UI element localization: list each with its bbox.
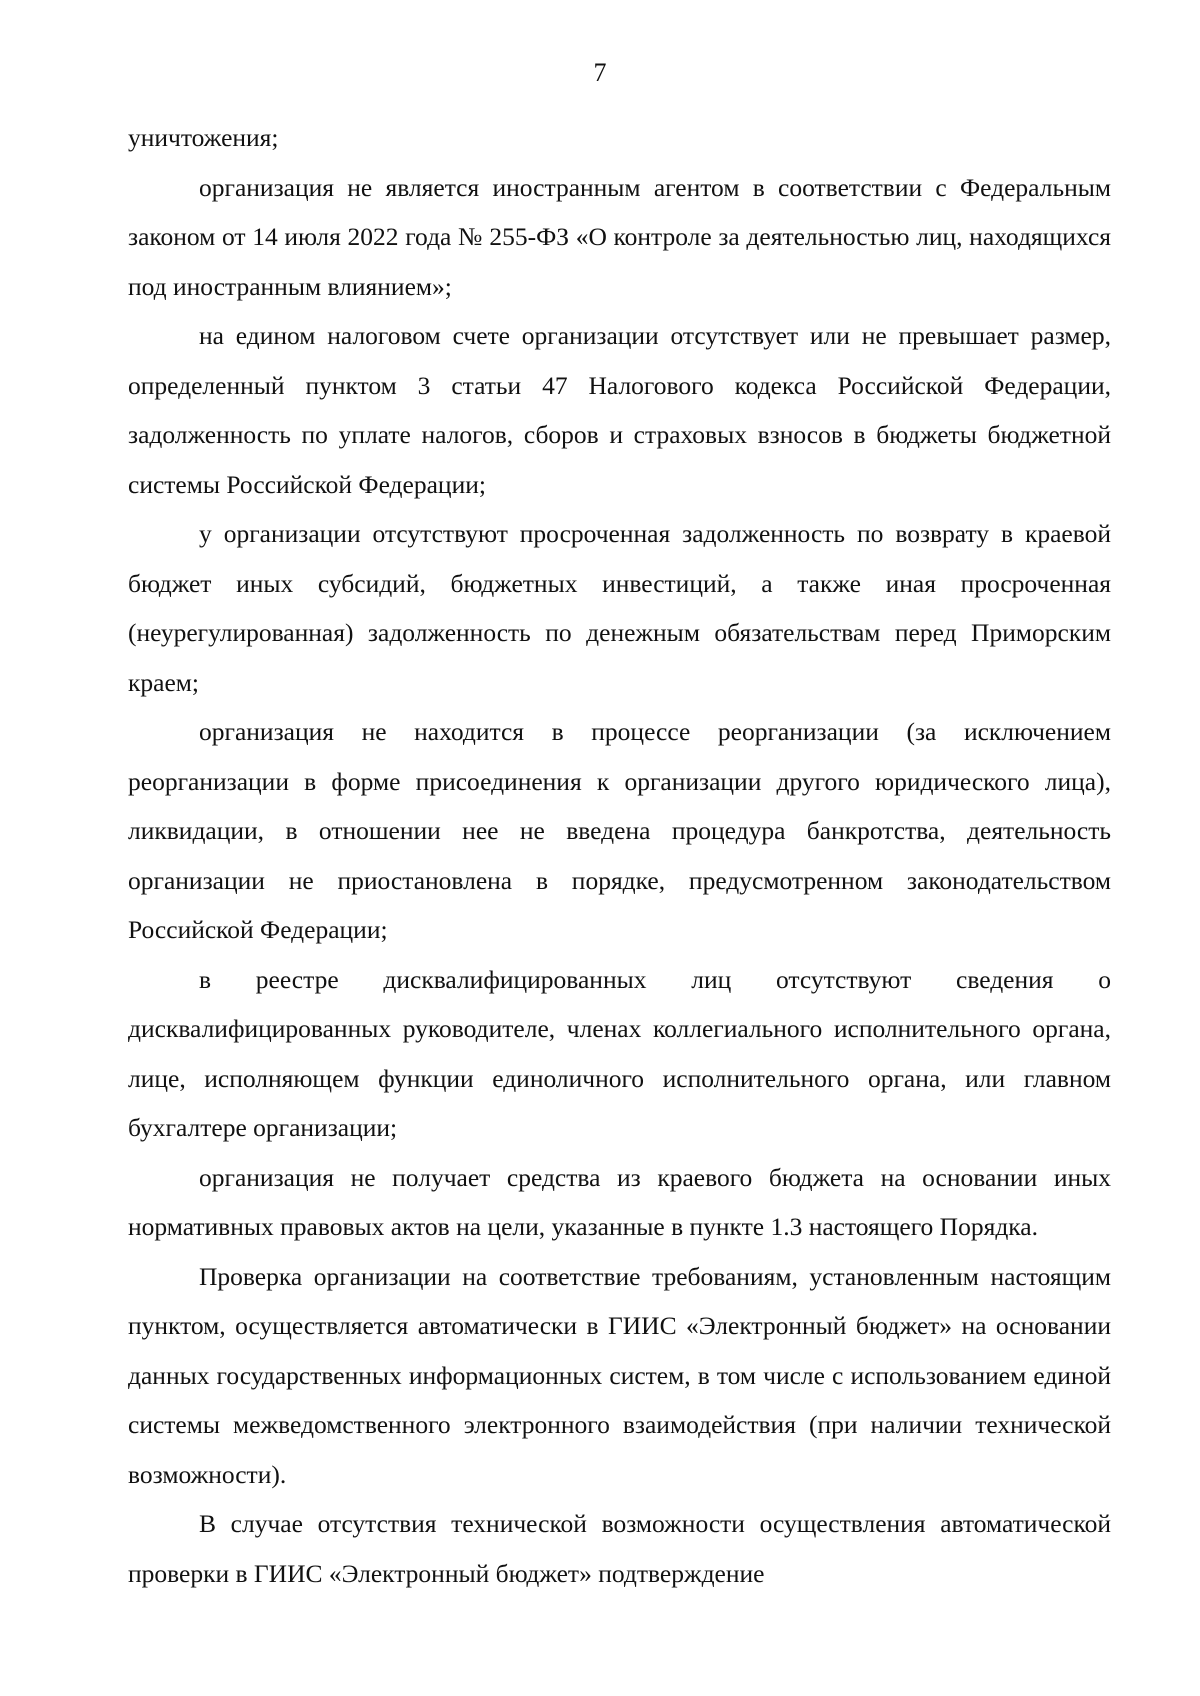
- paragraph-tax-debt: на едином налоговом счете организации отсутствует или не превышает размер, определенный пунктом 3 статьи 47 Налогового кодекса Российской Федерации, задолженность по уплате налогов, сборов и страховых взносов в бюджеты бюджетной системы Российской Федерации;: [128, 321, 1111, 499]
- paragraph-other-funding: организация не получает средства из краевого бюджета на основании иных нормативных правовых актов на цели, указанные в пункте 1.3 настоящего Порядка.: [128, 1162, 1111, 1241]
- paragraph-overdue-debt: у организации отсутствуют просроченная задолженность по возврату в краевой бюджет иных субсидий, бюджетных инвестиций, а также иная просроченная (неурегулированная) задолженность по денежным обязательствам перед Приморским краем;: [128, 519, 1111, 697]
- paragraph-continuation: уничтожения;: [128, 123, 279, 152]
- paragraph-reorganization: организация не находится в процессе реорганизации (за исключением реорганизации в форме присоединения к организации другого юридического лица), ликвидации, в отношении нее не введена процедура банкротства, деятельность организации не приостановлена в порядке, предусмотренном законодательством Российской Федерации;: [128, 717, 1111, 944]
- paragraph-foreign-agent: организация не является иностранным агентом в соответствии с Федеральным законом от 14 июля 2022 года № 255-ФЗ «О контроле за деятельностью лиц, находящихся под иностранным влиянием»;: [128, 172, 1111, 301]
- paragraph-automatic-check: Проверка организации на соответствие требованиям, установленным настоящим пунктом, осуществляется автоматически в ГИИС «Электронный бюджет» на основании данных государственных информационных систем, в том числе с использованием единой системы межведомственного электронного взаимодействия (при наличии технической возможности).: [128, 1261, 1111, 1489]
- paragraph-manual-check: В случае отсутствия технической возможности осуществления автоматической проверки в ГИИС «Электронный бюджет» подтверждение: [128, 1509, 1111, 1588]
- page-number: 7: [593, 58, 607, 87]
- paragraph-disqualified-persons: в реестре дисквалифицированных лиц отсутствуют сведения о дисквалифицированных руководителе, членах коллегиального исполнительного органа, лице, исполняющем функции единоличного исполнительного органа, или главном бухгалтере организации;: [128, 964, 1111, 1142]
- document-body: [128, 113, 1111, 1598]
